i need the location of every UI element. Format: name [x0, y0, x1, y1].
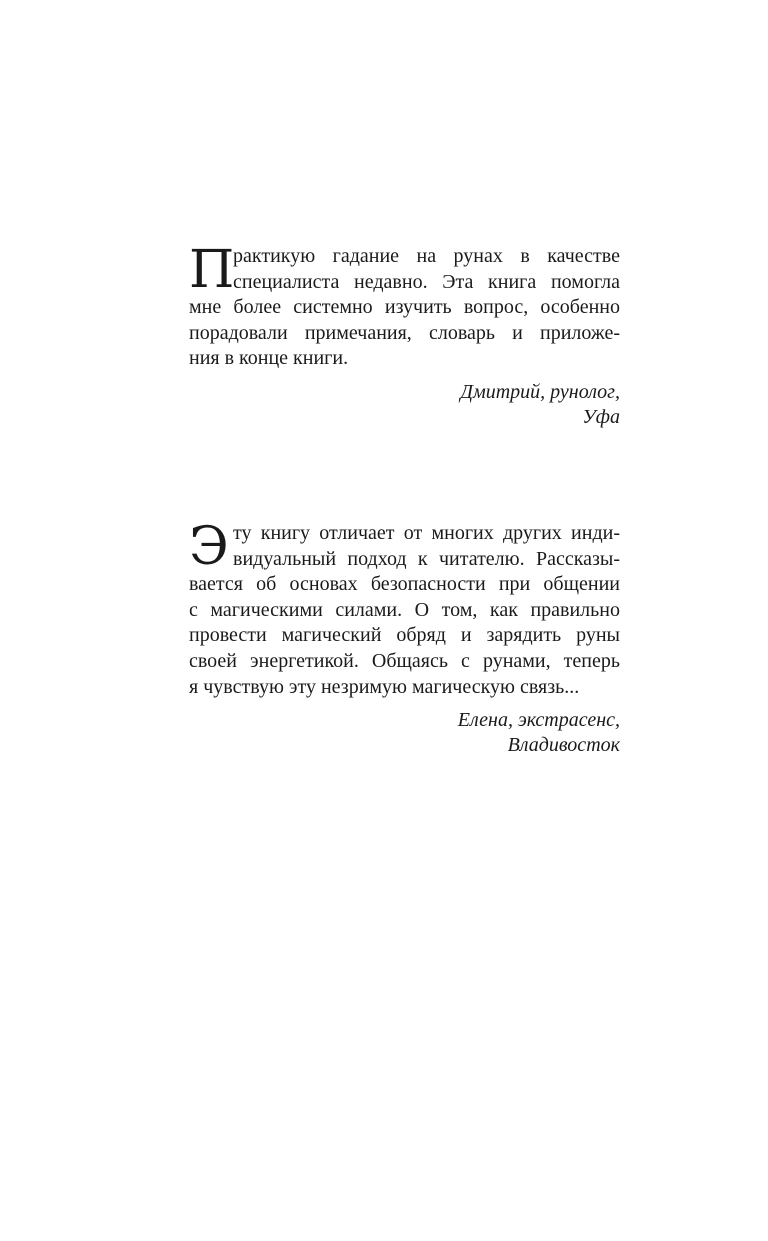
author-city: Владивосток: [507, 734, 620, 757]
text-line: вается об основах безопасности при общении: [189, 573, 620, 596]
drop-cap-letter: Э: [189, 517, 228, 577]
author-city: Уфа: [582, 405, 620, 428]
text-line: рактикую гадание на рунах в качестве: [233, 245, 620, 267]
review-text: [189, 517, 620, 700]
dropcap-lines: [233, 521, 620, 572]
author-name: Елена, экстрасенс,: [457, 709, 620, 732]
review-signature: [189, 380, 620, 430]
text-line: мне более системно изучить вопрос, особенно: [189, 296, 620, 319]
review-dmitry: [189, 240, 620, 430]
drop-cap-letter: П: [189, 240, 234, 300]
review-text: [189, 240, 620, 372]
author-name: Дмитрий, рунолог,: [460, 380, 620, 403]
dropcap-lines: [233, 244, 620, 295]
text-line: ния в конце книги.: [189, 347, 349, 370]
review-elena: [189, 517, 620, 758]
text-line: порадовали примечания, словарь и приложе-: [189, 321, 620, 344]
text-line: провести магический обряд и зарядить руны: [189, 624, 620, 647]
review-signature: [189, 708, 620, 758]
dropcap-paragraph: [189, 240, 620, 300]
text-line: с магическими силами. О том, как правильно: [189, 598, 620, 621]
text-line: я чувствую эту незримую магическую связь...: [189, 675, 580, 698]
text-line: видуальный подход к читателю. Рассказы-: [233, 547, 620, 570]
dropcap-paragraph: [189, 517, 620, 577]
text-line: специалиста недавно. Эта книга помогла: [233, 270, 620, 293]
text-line: своей энергетикой. Общаясь с рунами, теперь: [189, 649, 620, 672]
text-line: ту книгу отличает от многих других инди-: [233, 522, 620, 544]
